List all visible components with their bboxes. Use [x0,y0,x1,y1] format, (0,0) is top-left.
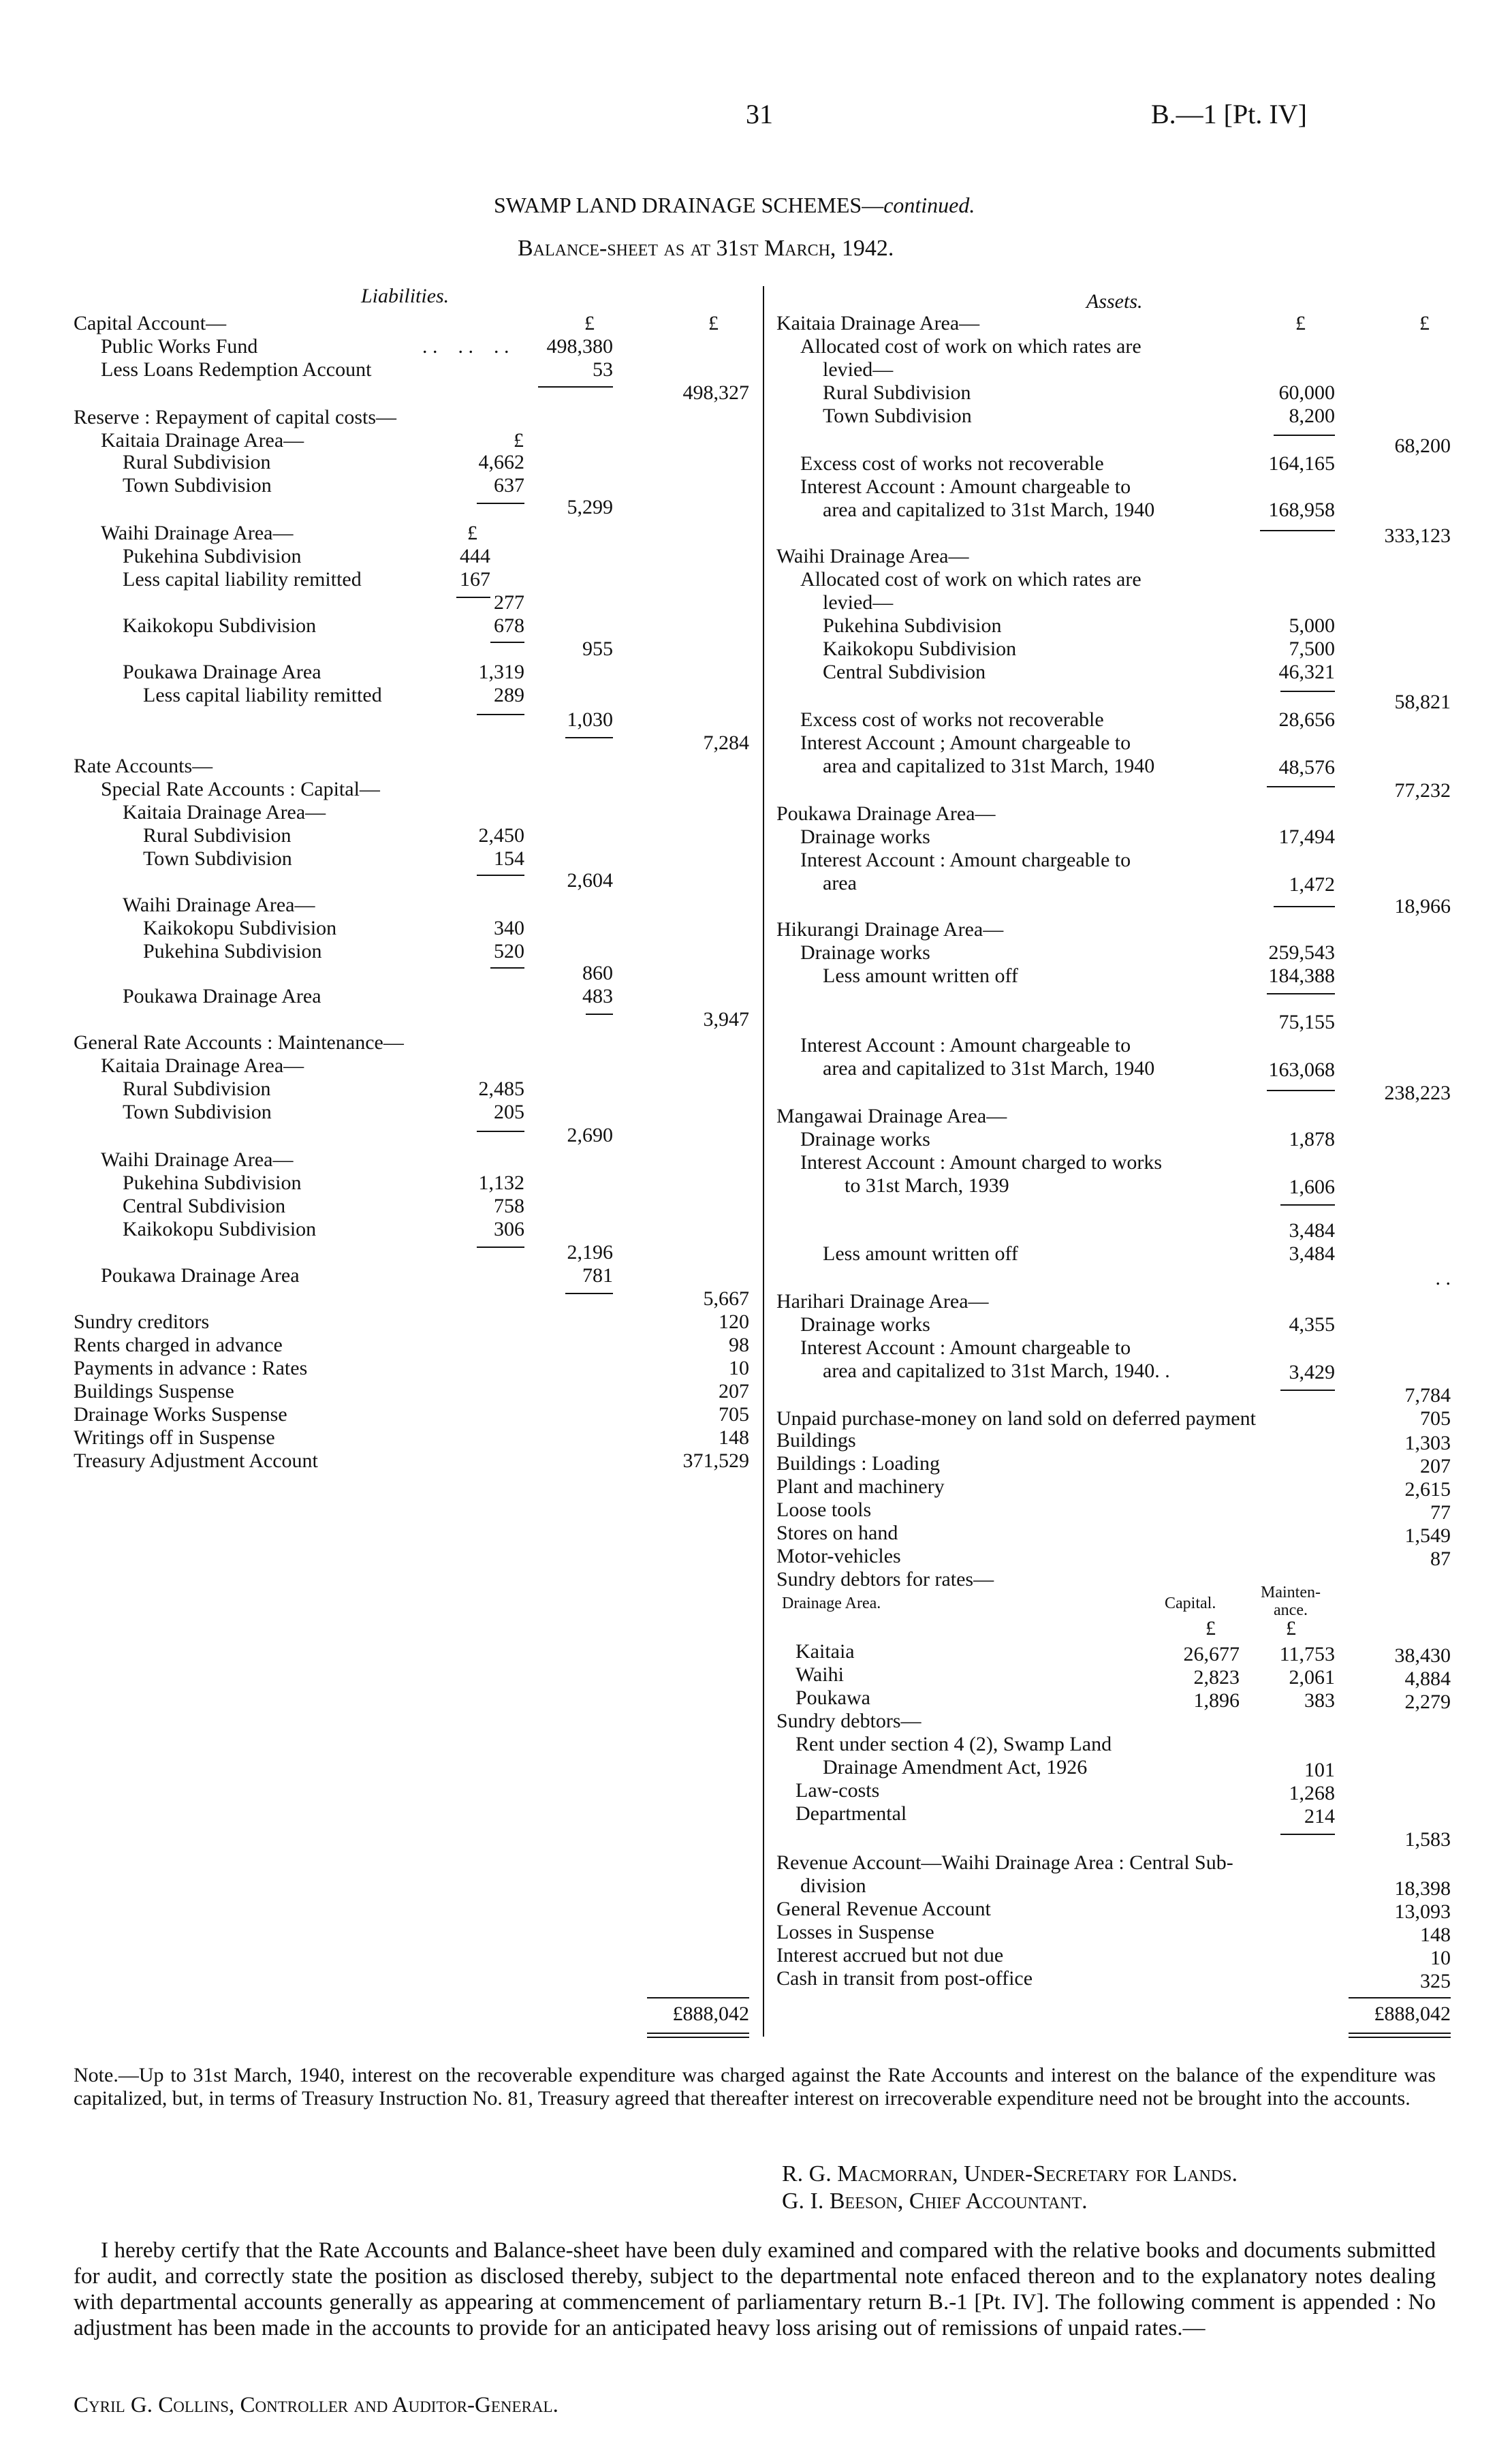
asset-value: 8,200 [1289,405,1335,427]
liability-value: 2,450 [478,824,524,847]
asset-label: Harihari Drainage Area— [776,1290,989,1313]
rates-area: Poukawa [796,1687,870,1709]
rates-maintenance: 11,753 [1279,1643,1335,1665]
liability-value: 1,132 [478,1172,524,1194]
liability-label: Reserve : Repayment of capital costs— [74,406,397,428]
liability-label: Rents charged in advance [74,1334,283,1356]
currency-header: £ [1419,312,1430,334]
page-title: SWAMP LAND DRAINAGE SCHEMES—continued. [494,193,975,217]
asset-total: 1,583 [1404,1828,1451,1851]
asset-value: 4,355 [1289,1313,1335,1336]
liability-total: 10 [729,1357,749,1379]
asset-value: 1,878 [1289,1128,1335,1150]
column-divider [763,286,764,2037]
asset-label: Excess cost of works not recoverable [800,452,1104,475]
currency-header: £ [584,312,595,334]
asset-label: Central Subdivision [823,661,986,683]
asset-label: levied— [823,591,894,614]
liability-label: Rural Subdivision [143,824,292,847]
currency-mark: £ [467,522,477,544]
liability-total: 498,327 [682,381,749,404]
asset-label: Town Subdivision [823,405,972,427]
rates-area: Kaitaia [796,1640,855,1663]
asset-label: Rent under section 4 (2), Swamp Land [796,1733,1112,1755]
liability-label: Rate Accounts— [74,755,213,777]
asset-total: 1,303 [1404,1432,1451,1454]
asset-value: 101 [1304,1759,1335,1781]
liability-total: 148 [719,1426,749,1449]
asset-label: area and capitalized to 31st March, 1940 [823,499,1155,521]
liability-label: Kaitaia Drainage Area— [123,801,326,824]
rates-area: Waihi [796,1663,844,1686]
leader-dots: . . . . . . [422,335,509,358]
liability-subtotal: 781 [582,1264,613,1287]
asset-total: 7,784 [1404,1384,1451,1407]
asset-total: 13,093 [1394,1900,1451,1923]
asset-total: . . [1435,1267,1451,1289]
asset-value: 259,543 [1268,941,1335,964]
asset-label: Cash in transit from post-office [776,1967,1033,1990]
liability-label: Town Subdivision [123,474,272,497]
asset-label: area and capitalized to 31st March, 1940. . [823,1360,1170,1382]
asset-label: to 31st March, 1939 [845,1174,1009,1197]
asset-label: Losses in Suspense [776,1921,934,1943]
rates-total: 38,430 [1394,1644,1451,1667]
liability-label: Poukawa Drainage Area [101,1264,300,1287]
liability-subtotal: 2,690 [567,1124,613,1146]
liability-value: 1,319 [478,661,524,683]
asset-total: 325 [1420,1970,1451,1992]
asset-label: Pukehina Subdivision [823,614,1002,637]
liability-label: Writings off in Suspense [74,1426,275,1449]
signature-chief-accountant: G. I. Beeson, Chief Accountant. [782,2189,1088,2214]
liability-value: 306 [494,1218,524,1240]
liability-label: General Rate Accounts : Maintenance— [74,1031,404,1054]
liability-value: 637 [494,474,524,497]
liability-value: 154 [494,847,524,870]
liability-label: Pukehina Subdivision [123,545,302,567]
asset-label: General Revenue Account [776,1898,991,1920]
asset-total: 207 [1420,1455,1451,1477]
liability-total: 207 [719,1380,749,1402]
asset-total: 77 [1430,1501,1451,1524]
asset-label: Drainage works [800,826,930,848]
asset-label: Allocated cost of work on which rates are [800,335,1141,358]
asset-value: 48,576 [1278,756,1335,779]
rates-total: 4,884 [1404,1667,1451,1690]
asset-value: 164,165 [1268,452,1335,475]
asset-value: 1,472 [1289,873,1335,896]
liability-subtotal: 955 [582,638,613,660]
col-header-maintenance: Mainten- [1261,1584,1321,1601]
liability-value: 444 [460,545,490,567]
liability-label: Rural Subdivision [123,451,271,473]
currency-mark: £ [1206,1617,1216,1640]
asset-total: 18,398 [1394,1877,1451,1900]
liability-label: Pukehina Subdivision [123,1172,302,1194]
asset-label: Excess cost of works not recoverable [800,708,1104,731]
liability-value: 678 [494,614,524,637]
asset-total: 1,549 [1404,1524,1451,1547]
asset-label: Loose tools [776,1499,872,1521]
liability-subtotal: 1,030 [567,708,613,731]
liability-label: Treasury Adjustment Account [74,1449,318,1472]
asset-label: Waihi Drainage Area— [776,545,969,567]
asset-label: Revenue Account—Waihi Drainage Area : Central Sub- [776,1851,1233,1874]
asset-label: Buildings [776,1429,856,1452]
assets-heading: Assets. [1086,290,1143,313]
liability-label: Waihi Drainage Area— [101,522,294,544]
liability-subtotal: 860 [582,962,613,984]
asset-label: Interest Account ; Amount chargeable to [800,732,1131,754]
asset-label: Stores on hand [776,1522,898,1544]
asset-value: 46,321 [1278,661,1335,683]
liability-total: 98 [729,1334,749,1356]
rates-maintenance: 2,061 [1289,1666,1335,1689]
asset-label: Less amount written off [823,965,1018,987]
currency-mark: £ [1286,1617,1296,1640]
asset-label: Interest Account : Amount chargeable to [800,1034,1131,1056]
liability-total: 5,667 [703,1287,749,1310]
liability-label: Less capital liability remitted [143,684,382,706]
liability-value: 520 [494,940,524,962]
rates-capital: 2,823 [1193,1666,1240,1689]
col-header-area: Drainage Area. [782,1595,881,1612]
liability-label: Buildings Suspense [74,1380,234,1402]
liability-subtotal: 2,604 [567,869,613,892]
document-ref: B.—1 [Pt. IV] [1151,99,1307,129]
asset-label: Kaitaia Drainage Area— [776,312,980,334]
currency-header: £ [708,312,719,334]
asset-value: 3,484 [1289,1219,1335,1242]
rates-maintenance: 383 [1304,1689,1335,1712]
asset-label: Kaikokopu Subdivision [823,638,1017,660]
liabilities-grand-total: £888,042 [672,2003,749,2025]
asset-label: Buildings : Loading [776,1452,940,1475]
asset-total: 2,615 [1404,1478,1451,1501]
col-header-capital: Capital. [1165,1595,1216,1612]
asset-value: 163,068 [1268,1059,1335,1081]
asset-value: 1,606 [1289,1176,1335,1198]
asset-total: 148 [1420,1924,1451,1946]
asset-label: Allocated cost of work on which rates are [800,568,1141,591]
liability-label: Central Subdivision [123,1195,286,1217]
asset-label: Sundry debtors for rates— [776,1568,994,1590]
asset-label: Interest Account : Amount chargeable to [800,849,1131,871]
liability-value: 498,380 [546,335,613,358]
liability-label: Drainage Works Suspense [74,1403,287,1426]
asset-value: 75,155 [1278,1011,1335,1033]
liability-label: Town Subdivision [123,1101,272,1123]
liability-value: 4,662 [478,451,524,473]
asset-label: Interest Account : Amount chargeable to [800,1336,1131,1359]
liability-subtotal: 5,299 [567,496,613,518]
liability-value: 758 [494,1195,524,1217]
asset-label: Unpaid purchase-money on land sold on deferred payment [776,1407,1256,1430]
liability-value: 289 [494,684,524,706]
asset-label: area and capitalized to 31st March, 1940 [823,755,1155,777]
departmental-note: Note.—Up to 31st March, 1940, interest on the recoverable expenditure was charged against the Rate Accounts and interest on the balance of the expenditure was capitalized, but, in terms of Treasury Instruction No. 81, Treasury agreed that thereafter interest on irrecoverable expenditure need not be brought into the accounts. [74,2064,1436,2110]
liability-label: Sundry creditors [74,1311,210,1333]
liability-value: 277 [494,591,524,614]
liability-label: Pukehina Subdivision [143,940,322,962]
col-header-maintenance: ance. [1274,1601,1308,1619]
asset-total: 77,232 [1394,779,1451,802]
asset-label: Hikurangi Drainage Area— [776,918,1004,941]
rates-capital: 1,896 [1193,1689,1240,1712]
asset-label: Interest Account : Amount chargeable to [800,475,1131,498]
liability-label: Payments in advance : Rates [74,1357,308,1379]
asset-label: Interest Account : Amount charged to works [800,1151,1163,1174]
rates-capital: 26,677 [1183,1643,1240,1665]
page-number: 31 [746,99,773,129]
asset-total: 18,966 [1394,895,1451,918]
liability-label: Kaikokopu Subdivision [123,614,317,637]
asset-value: 7,500 [1289,638,1335,660]
asset-value: 1,268 [1289,1782,1335,1804]
liability-subtotal: 483 [582,985,613,1007]
asset-value: 3,429 [1289,1361,1335,1383]
asset-label: levied— [823,358,894,381]
asset-label: Rural Subdivision [823,381,971,404]
liability-value: 167 [460,568,490,591]
liability-label: Waihi Drainage Area— [101,1148,294,1171]
asset-value: 60,000 [1278,381,1335,404]
liability-label: Kaitaia Drainage Area— [101,1054,304,1077]
asset-label: Drainage works [800,1128,930,1150]
liability-total: 120 [719,1311,749,1333]
asset-label: Drainage Amendment Act, 1926 [823,1756,1088,1778]
asset-label: Plant and machinery [776,1475,945,1498]
liability-total: 371,529 [682,1449,749,1472]
asset-label: area and capitalized to 31st March, 1940 [823,1057,1155,1080]
assets-grand-total: £888,042 [1374,2003,1451,2025]
audit-certificate: I hereby certify that the Rate Accounts and Balance-sheet have been duly examined and compared with the relative books and documents submitted for audit, and correctly state the position as disclosed thereby, subject to the departmental note enfaced thereon and to the explanatory notes dealing with departmental accounts generally as appearing at commencement of parliamentary return B.-1 [Pt. IV]. The following comment is appended : No adjustment has been made in the accounts to provide for an anticipated heavy loss arising out of remissions of unpaid rates.— [74,2238,1436,2340]
asset-total: 10 [1430,1947,1451,1969]
signature-under-secretary: R. G. Macmorran, Under-Secretary for Lands. [782,2161,1238,2186]
asset-subtotal: 68,200 [1394,435,1451,457]
liability-value: 205 [494,1101,524,1123]
auditor-signature: Cyril G. Collins, Controller and Auditor-General. [74,2393,558,2417]
asset-label: Poukawa Drainage Area— [776,802,996,825]
asset-value: 5,000 [1289,614,1335,637]
liability-label: Kaitaia Drainage Area— [101,429,304,452]
liability-label: Capital Account— [74,312,227,334]
asset-total: 238,223 [1384,1082,1451,1104]
liability-value: 53 [593,358,613,381]
page-subtitle: Balance-sheet as at 31st March, 1942. [518,236,894,261]
liability-label: Town Subdivision [143,847,292,870]
asset-label: division [800,1875,866,1897]
currency-header: £ [1295,312,1306,334]
asset-total: 705 [1420,1407,1451,1430]
asset-label: Mangawai Drainage Area— [776,1105,1007,1127]
liability-label: Less Loans Redemption Account [101,358,372,381]
liability-label: Kaikokopu Subdivision [143,917,337,939]
asset-value: 184,388 [1268,965,1335,987]
asset-label: Drainage works [800,941,930,964]
asset-total: 333,123 [1384,524,1451,547]
asset-label: Sundry debtors— [776,1710,922,1732]
liability-label: Rural Subdivision [123,1078,271,1100]
asset-total: 87 [1430,1548,1451,1570]
currency-mark: £ [514,429,524,452]
liability-label: Poukawa Drainage Area [123,985,321,1007]
asset-label: Law-costs [796,1779,880,1802]
liability-total: 705 [719,1403,749,1426]
liability-label: Kaikokopu Subdivision [123,1218,317,1240]
liability-value: 2,485 [478,1078,524,1100]
liability-total: 3,947 [703,1008,749,1031]
liability-label: Poukawa Drainage Area [123,661,321,683]
liability-value: 340 [494,917,524,939]
asset-value: 214 [1304,1805,1335,1828]
asset-value: 28,656 [1278,708,1335,731]
asset-value: 17,494 [1278,826,1335,848]
liability-label: Special Rate Accounts : Capital— [101,778,380,800]
asset-label: Motor-vehicles [776,1545,901,1567]
rates-total: 2,279 [1404,1691,1451,1713]
liability-label: Waihi Drainage Area— [123,894,315,916]
asset-label: Departmental [796,1802,907,1825]
liability-label: Less capital liability remitted [123,568,362,591]
liability-total: 7,284 [703,732,749,754]
asset-value: 3,484 [1289,1242,1335,1265]
asset-label: Drainage works [800,1313,930,1336]
liabilities-heading: Liabilities. [361,285,450,307]
asset-label: Interest accrued but not due [776,1944,1004,1966]
asset-value: 168,958 [1268,499,1335,521]
asset-label: Less amount written off [823,1242,1018,1265]
liability-subtotal: 2,196 [567,1241,613,1264]
asset-subtotal: 58,821 [1394,691,1451,713]
asset-label: area [823,872,857,894]
liability-label: Public Works Fund [101,335,258,358]
